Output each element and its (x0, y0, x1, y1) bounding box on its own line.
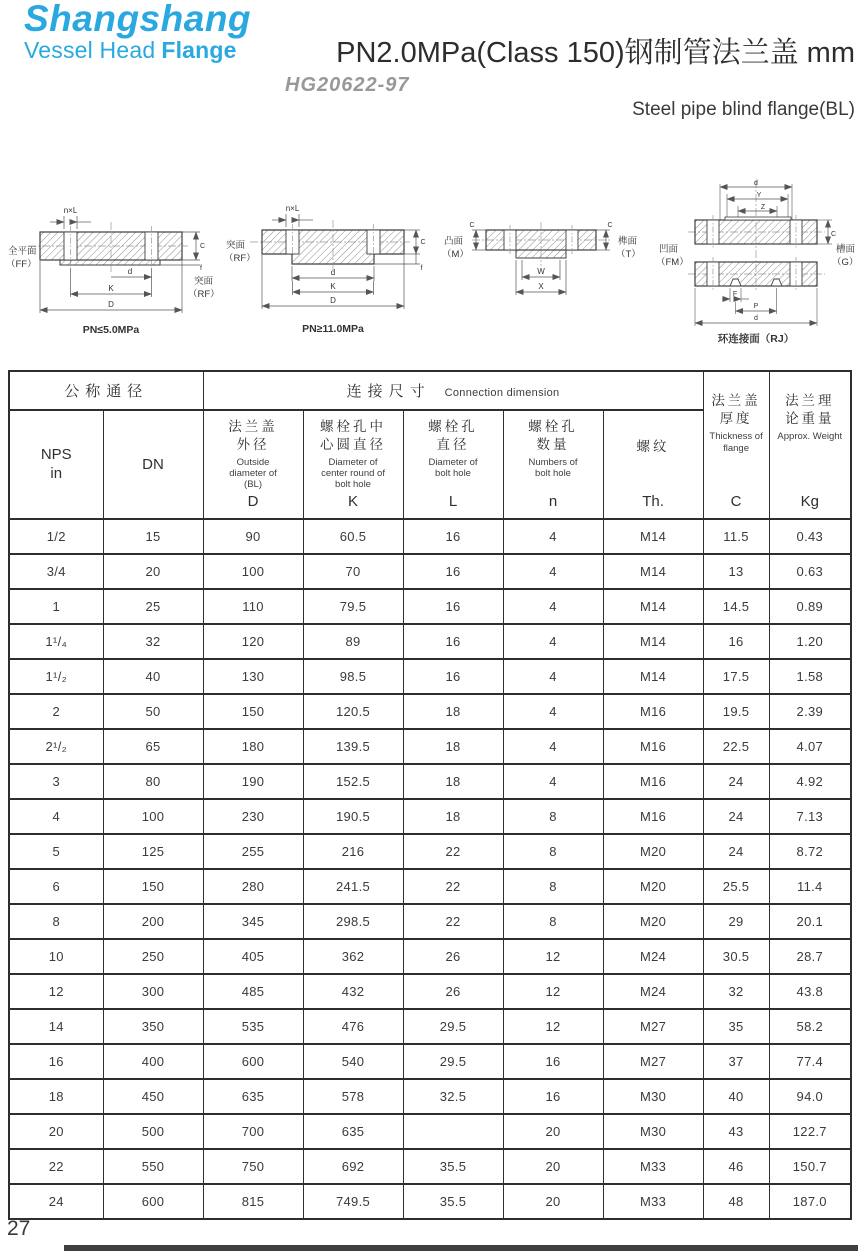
table-cell: 32 (703, 974, 769, 1009)
table-cell: M33 (603, 1149, 703, 1184)
page-number: 27 (7, 1217, 31, 1240)
table-cell: 692 (303, 1149, 403, 1184)
table-cell: 14 (9, 1009, 103, 1044)
table-cell: 300 (103, 974, 203, 1009)
table-cell: 7.13 (769, 799, 851, 834)
table-cell: 22 (9, 1149, 103, 1184)
d1-face-left-cn: 全平面 (8, 246, 37, 257)
page-subtitle-en: Steel pipe blind flange(BL) (632, 99, 855, 120)
table-cell: 20 (503, 1149, 603, 1184)
table-cell: 20 (103, 554, 203, 589)
table-cell: 20 (503, 1184, 603, 1219)
table-cell: 535 (203, 1009, 303, 1044)
table-row (9, 974, 851, 1009)
table-cell: 30.5 (703, 939, 769, 974)
table-cell: 190 (203, 764, 303, 799)
col-header-weight: 法兰理 论重量 Approx. Weight Kg (769, 371, 851, 519)
d4-face-right-code: （G） (832, 257, 858, 268)
d4-dim-y: Y (756, 192, 762, 199)
table-cell: 130 (203, 659, 303, 694)
table-cell: 20 (503, 1114, 603, 1149)
table-cell: 180 (203, 729, 303, 764)
table-cell: 32 (103, 624, 203, 659)
table-cell: 35 (703, 1009, 769, 1044)
table-row (9, 904, 851, 939)
table-cell: 150.7 (769, 1149, 851, 1184)
table-cell: 2 (9, 694, 103, 729)
table-cell: 80 (103, 764, 203, 799)
table-cell: 200 (103, 904, 203, 939)
table-cell: M27 (603, 1009, 703, 1044)
table-cell: 5 (9, 834, 103, 869)
d4-dim-f: F (732, 291, 738, 298)
d3-face-left-cn: 凸面 (444, 236, 464, 247)
col-header-thickness: 法兰盖 厚度 Thickness of flange C (703, 371, 769, 519)
d4-face-left-cn: 凹面 (659, 244, 679, 255)
table-cell: 24 (703, 834, 769, 869)
d3-face-right-cn: 榫面 (618, 236, 638, 247)
table-cell: 540 (303, 1044, 403, 1079)
d3-face-right-code: （T） (616, 249, 641, 260)
table-cell: 22 (403, 834, 503, 869)
table-cell: 26 (403, 974, 503, 1009)
brand-tagline: Vessel Head Flange (24, 36, 237, 63)
table-cell: 25.5 (703, 869, 769, 904)
table-cell: 32.5 (403, 1079, 503, 1114)
brand-logo (24, 0, 251, 64)
table-cell: 16 (9, 1044, 103, 1079)
table-cell: 139.5 (303, 729, 403, 764)
table-cell: M33 (603, 1184, 703, 1219)
table-cell: 152.5 (303, 764, 403, 799)
table-cell: 14.5 (703, 589, 769, 624)
table-cell: M16 (603, 764, 703, 799)
d2-bolt-label: n×L (285, 204, 300, 213)
table-cell: 22 (403, 869, 503, 904)
table-cell: 3 (9, 764, 103, 799)
table-cell: 50 (103, 694, 203, 729)
d1-face-right-code: （RF） (188, 289, 220, 300)
d2-face-left-code: （RF） (224, 253, 256, 264)
table-cell: 120 (203, 624, 303, 659)
table-cell: 16 (403, 519, 503, 554)
diagram-rf-raised (224, 204, 426, 335)
footer-bar (64, 1245, 858, 1251)
table-cell: 12 (503, 974, 603, 1009)
d3-dim-w: W (537, 267, 545, 276)
d2-dim-k: K (330, 282, 336, 291)
table-cell: 2.39 (769, 694, 851, 729)
table-cell: 18 (403, 799, 503, 834)
table-cell: 10 (9, 939, 103, 974)
d4-dim-p: P (753, 303, 759, 310)
table-cell: M14 (603, 624, 703, 659)
table-cell: M14 (603, 554, 703, 589)
table-cell: 750 (203, 1149, 303, 1184)
table-cell: 58.2 (769, 1009, 851, 1044)
table-cell: 4 (503, 694, 603, 729)
table-cell: 4 (503, 729, 603, 764)
table-cell: 35.5 (403, 1184, 503, 1219)
brand-name: Shangshang (24, 0, 252, 39)
table-cell: 2¹/₂ (9, 729, 103, 764)
table-cell: 187.0 (769, 1184, 851, 1219)
table-cell: 12 (9, 974, 103, 1009)
table-cell: 29.5 (403, 1044, 503, 1079)
table-cell: 125 (103, 834, 203, 869)
table-cell: 25 (103, 589, 203, 624)
table-row (9, 799, 851, 834)
table-cell: 8 (503, 904, 603, 939)
table-cell: 22.5 (703, 729, 769, 764)
table-cell: 24 (9, 1184, 103, 1219)
table-row (9, 869, 851, 904)
table-cell: 13 (703, 554, 769, 589)
diagram-ff-rf (6, 206, 220, 336)
diagram-fm-g-rj (656, 180, 858, 345)
col-header-n: 螺栓孔 数量 Numbers of bolt hole n (503, 410, 603, 519)
d1-dim-c: C (200, 243, 206, 250)
table-row (9, 519, 851, 554)
table-cell: M30 (603, 1114, 703, 1149)
table-cell: 635 (303, 1114, 403, 1149)
d2-face-left-cn: 突面 (226, 240, 246, 251)
table-cell: 29.5 (403, 1009, 503, 1044)
table-cell: 3/4 (9, 554, 103, 589)
table-cell: 635 (203, 1079, 303, 1114)
table-row (9, 1079, 851, 1114)
d1-bolt-label: n×L (63, 206, 78, 215)
table-cell: 46 (703, 1149, 769, 1184)
table-cell: 815 (203, 1184, 303, 1219)
table-cell: 18 (9, 1079, 103, 1114)
table-cell: 150 (103, 869, 203, 904)
table-cell: 43 (703, 1114, 769, 1149)
d4-dim-d-top: d (754, 180, 758, 187)
table-row (9, 589, 851, 624)
table-cell: 77.4 (769, 1044, 851, 1079)
table-cell: M27 (603, 1044, 703, 1079)
table-cell: 298.5 (303, 904, 403, 939)
table-cell: 17.5 (703, 659, 769, 694)
table-cell: 400 (103, 1044, 203, 1079)
flange-drawings (0, 168, 858, 354)
table-cell: 216 (303, 834, 403, 869)
table-cell: 241.5 (303, 869, 403, 904)
d3-dim-x: X (538, 282, 544, 291)
table-cell: M16 (603, 694, 703, 729)
table-cell: 150 (203, 694, 303, 729)
d1-dim-d: d (127, 267, 133, 276)
table-cell: 43.8 (769, 974, 851, 1009)
table-cell: 16 (403, 659, 503, 694)
table-cell: 600 (203, 1044, 303, 1079)
table-cell: 94.0 (769, 1079, 851, 1114)
table-cell: 11.4 (769, 869, 851, 904)
table-cell: 20.1 (769, 904, 851, 939)
table-cell: 35.5 (403, 1149, 503, 1184)
table-cell: 350 (103, 1009, 203, 1044)
table-cell: 0.63 (769, 554, 851, 589)
table-cell: 18 (403, 729, 503, 764)
table-cell: 24 (703, 799, 769, 834)
table-cell: 26 (403, 939, 503, 974)
table-cell: 16 (403, 554, 503, 589)
table-cell: 8 (503, 799, 603, 834)
table-cell: 98.5 (303, 659, 403, 694)
table-cell: 28.7 (769, 939, 851, 974)
table-cell: M14 (603, 659, 703, 694)
d2-caption: PN≥11.0MPa (302, 323, 364, 335)
table-cell: 40 (103, 659, 203, 694)
table-cell: 578 (303, 1079, 403, 1114)
table-cell: 1 (9, 589, 103, 624)
table-cell: M16 (603, 729, 703, 764)
table-cell: 100 (103, 799, 203, 834)
col-header-nps: NPS in (9, 410, 103, 519)
table-cell: M30 (603, 1079, 703, 1114)
table-cell: 110 (203, 589, 303, 624)
table-row (9, 834, 851, 869)
table-row (9, 1114, 851, 1149)
spec-table-body (9, 519, 851, 1219)
page-title: PN2.0MPa(Class 150)钢制管法兰盖 mm (336, 37, 855, 69)
table-cell: 550 (103, 1149, 203, 1184)
table-row (9, 659, 851, 694)
table-cell: M20 (603, 904, 703, 939)
table-row (9, 1044, 851, 1079)
d4-dim-d-bottom: d (754, 315, 758, 322)
d1-caption: PN≤5.0MPa (82, 324, 140, 336)
table-row (9, 694, 851, 729)
table-cell: 255 (203, 834, 303, 869)
d2-dim-d: d (330, 268, 336, 277)
d4-dim-z: Z (760, 204, 766, 211)
table-cell: 1.20 (769, 624, 851, 659)
table-cell: 40 (703, 1079, 769, 1114)
d2-dim-f: f (420, 265, 423, 272)
table-cell: 280 (203, 869, 303, 904)
table-cell: 18 (403, 694, 503, 729)
table-row (9, 939, 851, 974)
table-cell: 749.5 (303, 1184, 403, 1219)
table-cell: 8 (503, 869, 603, 904)
table-cell: 362 (303, 939, 403, 974)
table-cell: 60.5 (303, 519, 403, 554)
table-cell: 16 (403, 624, 503, 659)
table-cell: M24 (603, 974, 703, 1009)
table-cell: 37 (703, 1044, 769, 1079)
spec-table (8, 370, 852, 1220)
table-cell: 1/2 (9, 519, 103, 554)
table-cell: M16 (603, 799, 703, 834)
d3-face-left-code: （M） (442, 249, 469, 260)
table-cell: 90 (203, 519, 303, 554)
table-cell: 18 (403, 764, 503, 799)
table-cell: 8.72 (769, 834, 851, 869)
table-cell: 12 (503, 939, 603, 974)
d2-dim-D: D (330, 296, 336, 305)
table-cell: 16 (503, 1079, 603, 1114)
table-cell: 20 (9, 1114, 103, 1149)
table-cell: 22 (403, 904, 503, 939)
col-header-dn: DN (103, 410, 203, 519)
d1-dim-D: D (108, 300, 114, 309)
table-cell: 120.5 (303, 694, 403, 729)
table-cell: 345 (203, 904, 303, 939)
col-header-d: 法兰盖 外径 Outside diameter of (BL) D (203, 410, 303, 519)
table-cell: 4 (503, 519, 603, 554)
table-row (9, 1009, 851, 1044)
diagram-m-t (442, 222, 641, 295)
table-cell: 4.07 (769, 729, 851, 764)
d4-caption: 环连接面（RJ） (717, 333, 795, 345)
table-cell: 476 (303, 1009, 403, 1044)
d3-dim-c-left: C (469, 222, 475, 229)
table-cell: 432 (303, 974, 403, 1009)
table-cell: 100 (203, 554, 303, 589)
col-header-l: 螺栓孔 直径 Diameter of bolt hole L (403, 410, 503, 519)
table-cell: 15 (103, 519, 203, 554)
table-cell: 16 (703, 624, 769, 659)
table-cell: 89 (303, 624, 403, 659)
table-cell: 700 (203, 1114, 303, 1149)
table-row (9, 1149, 851, 1184)
table-cell: 24 (703, 764, 769, 799)
table-cell: 1.58 (769, 659, 851, 694)
table-cell: 16 (403, 589, 503, 624)
d1-face-right-cn: 突面 (194, 276, 214, 287)
table-cell: 8 (503, 834, 603, 869)
table-cell: 19.5 (703, 694, 769, 729)
table-cell: 1¹/₂ (9, 659, 103, 694)
table-cell: 4.92 (769, 764, 851, 799)
d4-face-left-code: （FM） (656, 257, 689, 268)
table-cell: 485 (203, 974, 303, 1009)
table-cell: 6 (9, 869, 103, 904)
table-cell: M14 (603, 519, 703, 554)
table-cell: 500 (103, 1114, 203, 1149)
table-cell: M20 (603, 869, 703, 904)
d2-dim-c: C (420, 239, 426, 246)
table-cell: 0.89 (769, 589, 851, 624)
table-cell: 450 (103, 1079, 203, 1114)
table-cell: 79.5 (303, 589, 403, 624)
table-cell: M24 (603, 939, 703, 974)
table-cell: 0.43 (769, 519, 851, 554)
table-cell: 4 (503, 589, 603, 624)
table-cell: 4 (503, 554, 603, 589)
table-cell: 65 (103, 729, 203, 764)
table-cell (403, 1114, 503, 1149)
table-cell: 122.7 (769, 1114, 851, 1149)
table-cell: 12 (503, 1009, 603, 1044)
table-cell: 4 (503, 624, 603, 659)
table-row (9, 764, 851, 799)
table-row (9, 729, 851, 764)
d1-dim-k: K (108, 284, 114, 293)
d1-dim-f: f (200, 265, 202, 272)
d4-face-right-cn: 槽面 (836, 244, 856, 255)
col-group-connection: 连接尺寸 Connection dimension (203, 371, 703, 410)
table-cell: 190.5 (303, 799, 403, 834)
table-cell: 405 (203, 939, 303, 974)
table-cell: 29 (703, 904, 769, 939)
d1-face-left-code: （FF） (6, 259, 37, 270)
table-row (9, 624, 851, 659)
table-cell: 48 (703, 1184, 769, 1219)
d3-dim-c-right: C (607, 222, 613, 229)
table-cell: 4 (9, 799, 103, 834)
table-cell: M14 (603, 589, 703, 624)
table-cell: 16 (503, 1044, 603, 1079)
table-cell: 4 (503, 764, 603, 799)
table-cell: 230 (203, 799, 303, 834)
table-cell: 4 (503, 659, 603, 694)
col-header-k: 螺栓孔中 心圆直径 Diameter of center round of bolt hole K (303, 410, 403, 519)
table-cell: 11.5 (703, 519, 769, 554)
table-row (9, 554, 851, 589)
col-header-thread: 螺纹 Th. (603, 410, 703, 519)
d4-dim-c: C (831, 231, 837, 238)
table-cell: M20 (603, 834, 703, 869)
table-cell: 600 (103, 1184, 203, 1219)
table-cell: 8 (9, 904, 103, 939)
col-group-nominal: 公称通径 (9, 371, 203, 410)
table-row (9, 1184, 851, 1219)
table-cell: 1¹/₄ (9, 624, 103, 659)
standard-number: HG20622-97 (285, 74, 410, 96)
table-cell: 70 (303, 554, 403, 589)
table-cell: 250 (103, 939, 203, 974)
